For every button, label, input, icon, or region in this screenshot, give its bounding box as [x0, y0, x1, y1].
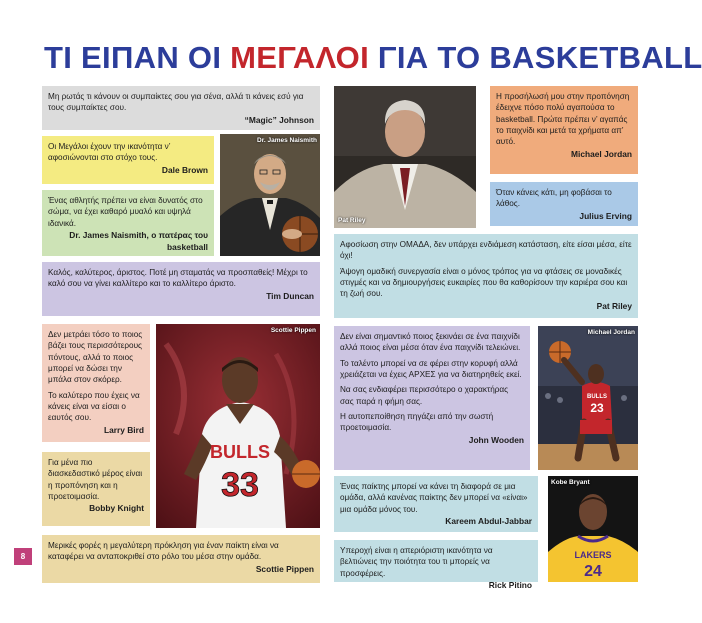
quote-author: Bobby Knight	[89, 503, 144, 514]
bryant-portrait-image	[548, 476, 638, 582]
quote-text: Η προσήλωσή μου στην προπόνηση έδειχνε πόσο πολύ αγαπούσα το basketball. Πρώτα πρέπει ν’ αγαπάς το παιχνίδι και μετά τα χρήματα απ’ αυτό.	[496, 92, 630, 147]
photo-james-naismith	[220, 134, 320, 256]
photo-caption: Pat Riley	[338, 217, 366, 224]
quote-tim-duncan	[42, 262, 320, 316]
quote-text: Καλός, καλύτερος, άριστος. Ποτέ μη σταματάς να προσπαθείς! Μέχρι το καλό σου να γίνει καλλίτερο και το καλλίτερο άριστο.	[48, 268, 308, 289]
quote-text: Ένας παίκτης μπορεί να κάνει τη διαφορά σε μια ομάδα, αλλά κανένας παίκτης δεν μπορεί να «είναι» μια ομάδα μόνος του.	[340, 482, 528, 514]
quote-author: “Magic” Johnson	[244, 114, 314, 125]
quote-john-wooden	[334, 326, 530, 470]
photo-scottie-pippen	[156, 324, 320, 528]
pippen-jersey-number: 33	[221, 466, 259, 504]
riley-portrait-image	[334, 86, 476, 228]
quote-text: Άψογη ομαδική συνεργασία είναι ο μόνος τρόπος για να φτάσεις σε μοναδικές στιγμές και να δημιουργήσεις ευκαιρίες που θα καθορίσουν την καριέρα σου και τη ζωή σου.	[340, 266, 628, 299]
quote-rick-pitino	[334, 540, 538, 590]
jordan-action-image	[538, 326, 638, 470]
quote-text: Για μένα πιο διασκεδαστικό μέρος είναι η προπόνηση και η προετοιμασία.	[48, 458, 143, 501]
quote-text: Δεν είναι σημαντικό ποιος ξεκινάει σε ένα παιχνίδι αλλά ποιος είναι μέσα όταν ένα παιχνίδι τελειώνει.	[340, 332, 521, 353]
quote-dale-brown	[42, 136, 214, 184]
page-title	[44, 38, 702, 78]
quote-text: Η αυτοπεποίθηση πηγάζει από την σωστή προετοιμασία.	[340, 411, 494, 433]
quote-author: Rick Pitino	[488, 579, 532, 590]
naismith-portrait-image	[220, 134, 320, 256]
quote-text: Ένας αθλητής πρέπει να είναι δυνατός στο σώμα, να έχει καθαρό μυαλό και υψηλά ιδανικά.	[48, 196, 203, 228]
photo-michael-jordan	[538, 326, 638, 470]
photo-caption: Dr. James Naismith	[257, 137, 317, 144]
quote-kareem-abdul-jabbar	[334, 476, 538, 532]
quote-james-naismith	[42, 190, 214, 256]
quote-text: Μη ρωτάς τι κάνουν οι συμπαίκτες σου για σένα, αλλά τι κάνεις εσύ για τους συμπαίκτες σου.	[48, 92, 304, 113]
quote-julius-erving	[490, 182, 638, 226]
jordan-jersey-team: BULLS	[587, 394, 607, 400]
bryant-jersey-team: LAKERS	[574, 550, 612, 560]
quote-text: Οι Μεγάλοι έχουν την ικανότητα ν’ αφοσιώνονται στο στόχο τους.	[48, 142, 171, 163]
page-number-badge: 8	[14, 548, 32, 565]
quote-text: Το καλύτερο που έχεις να κάνεις είναι να είσαι ο εαυτός σου.	[48, 390, 140, 423]
quote-author: Julius Erving	[579, 210, 632, 221]
quote-bobby-knight	[42, 452, 150, 526]
photo-kobe-bryant	[548, 476, 638, 582]
quote-author: Tim Duncan	[266, 290, 314, 301]
quote-text: Υπεροχή είναι η απεριόριστη ικανότητα να βελτιώνεις την ποιότητα του τι μπορείς να προσφέρεις.	[340, 546, 493, 578]
photo-pat-riley	[334, 86, 476, 228]
quote-author: Scottie Pippen	[255, 563, 314, 574]
title-part-1: ΤΙ ΕΙΠΑΝ ΟΙ	[44, 40, 231, 75]
pippen-action-image	[156, 324, 320, 528]
quote-author: Dale Brown	[161, 164, 208, 175]
quote-author: Pat Riley	[596, 300, 632, 311]
quote-text: Αφοσίωση στην ΟΜΑΔΑ, δεν υπάρχει ενδιάμεση κατάσταση, είτε είσαι μέσα, είτε όχι!	[340, 240, 632, 261]
photo-caption: Scottie Pippen	[270, 327, 316, 334]
photo-caption: Michael Jordan	[587, 329, 635, 336]
title-part-2: ΜΕΓΑΛΟΙ	[230, 40, 369, 75]
quote-text: Να σας ενδιαφέρει περισσότερο ο χαρακτήρας σας παρά η φήμη σας.	[340, 385, 509, 406]
quote-pat-riley	[334, 234, 638, 318]
quote-michael-jordan	[490, 86, 638, 174]
jordan-jersey-number: 23	[590, 401, 604, 415]
title-part-3: ΓΙΑ ΤΟ BASKETBALL	[369, 40, 702, 75]
quote-author: Michael Jordan	[571, 148, 632, 159]
quote-text: Το ταλέντο μπορεί να σε φέρει στην κορυφή αλλά χρειάζεται να έχεις ΑΡΧΕΣ για να διατηρηθείς εκεί.	[340, 358, 522, 379]
bryant-jersey-number: 24	[584, 563, 602, 580]
quote-magic-johnson	[42, 86, 320, 130]
quote-scottie-pippen	[42, 535, 320, 583]
quote-larry-bird	[42, 324, 150, 442]
photo-caption: Kobe Bryant	[551, 479, 590, 486]
quote-text: Δεν μετράει τόσο το ποιος βάζει τους περισσότερους πόντους, αλλά το ποιος μπορεί να δώσει την μπάλα στον σκόρερ.	[48, 330, 143, 385]
quote-text: Όταν κάνεις κάτι, μη φοβάσαι το λάθος.	[496, 188, 612, 209]
quote-author: Kareem Abdul-Jabbar	[445, 515, 532, 526]
quote-text: Μερικές φορές η μεγαλύτερη πρόκληση για έναν παίκτη είναι να καταφέρει να ανταποκριθεί στο ρόλο του μέσα στην ομάδα.	[48, 541, 279, 562]
quote-author: Larry Bird	[103, 424, 144, 435]
quote-author: Dr. James Naismith, ο πατέρας του basketball	[69, 229, 208, 252]
quote-author: John Wooden	[468, 434, 524, 445]
pippen-jersey-team: BULLS	[210, 442, 270, 462]
